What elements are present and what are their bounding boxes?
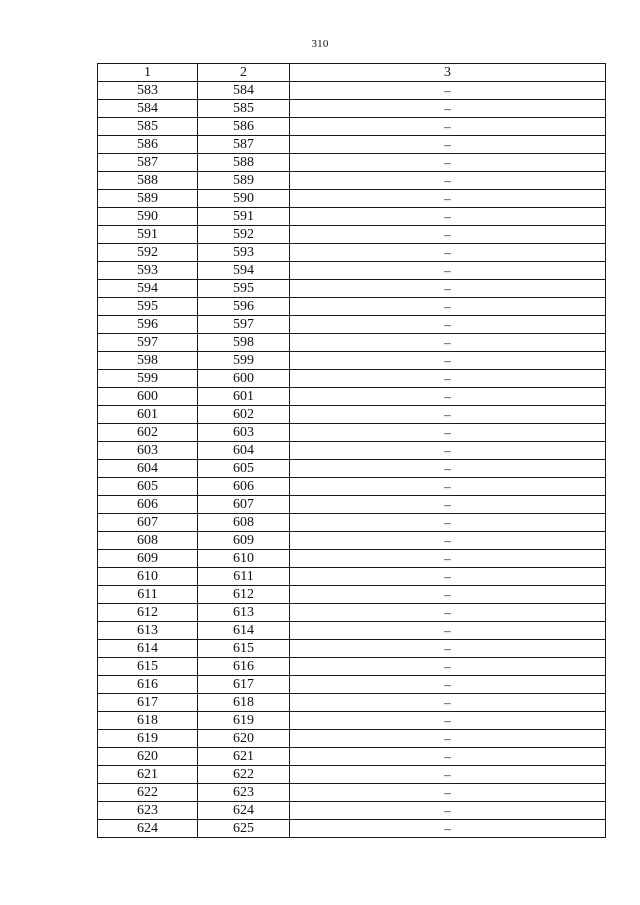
table-row [98, 784, 606, 802]
table-cell-col-3: – [290, 118, 606, 136]
table-cell-col-2: 596 [198, 298, 290, 316]
table-cell-col-3: – [290, 586, 606, 604]
table-cell-col-2: 589 [198, 172, 290, 190]
table-cell-col-1: 620 [98, 748, 198, 766]
table-row [98, 676, 606, 694]
table-row [98, 694, 606, 712]
table-cell-col-3: – [290, 514, 606, 532]
table-cell-col-2: 599 [198, 352, 290, 370]
data-table [97, 63, 606, 838]
table-row [98, 460, 606, 478]
table-row [98, 550, 606, 568]
table-cell-col-3: – [290, 730, 606, 748]
table-row [98, 604, 606, 622]
table-cell-col-3: – [290, 604, 606, 622]
table-cell-col-2: 607 [198, 496, 290, 514]
table-cell-col-1: 610 [98, 568, 198, 586]
table-cell-col-2: 593 [198, 244, 290, 262]
table-cell-col-2: 601 [198, 388, 290, 406]
table-row [98, 208, 606, 226]
table-cell-col-3: – [290, 532, 606, 550]
table-cell-col-2: 623 [198, 784, 290, 802]
table-row [98, 280, 606, 298]
table-cell-col-2: 615 [198, 640, 290, 658]
table-cell-col-3: – [290, 784, 606, 802]
table-cell-col-3: – [290, 154, 606, 172]
table-row [98, 334, 606, 352]
table-cell-col-1: 584 [98, 100, 198, 118]
table-cell-col-2: 598 [198, 334, 290, 352]
table-row [98, 82, 606, 100]
table-header-row [98, 64, 606, 82]
table-cell-col-2: 605 [198, 460, 290, 478]
table-cell-col-2: 621 [198, 748, 290, 766]
table-cell-col-3: – [290, 658, 606, 676]
table-cell-col-2: 600 [198, 370, 290, 388]
table-cell-col-2: 620 [198, 730, 290, 748]
table-cell-col-2: 597 [198, 316, 290, 334]
table-cell-col-3: – [290, 748, 606, 766]
table-row [98, 100, 606, 118]
table-cell-col-1: 607 [98, 514, 198, 532]
table-cell-col-1: 599 [98, 370, 198, 388]
table-cell-col-1: 622 [98, 784, 198, 802]
table-cell-col-1: 598 [98, 352, 198, 370]
table-cell-col-3: – [290, 226, 606, 244]
table-cell-col-1: 583 [98, 82, 198, 100]
table-row [98, 244, 606, 262]
table-row [98, 388, 606, 406]
table-row [98, 730, 606, 748]
table-cell-col-2: 588 [198, 154, 290, 172]
page-number: 310 [311, 38, 329, 50]
table-cell-col-2: 618 [198, 694, 290, 712]
table-cell-col-2: 616 [198, 658, 290, 676]
table-cell-col-2: 608 [198, 514, 290, 532]
table-cell-col-3: – [290, 478, 606, 496]
table-row [98, 568, 606, 586]
column-header-2: 2 [198, 64, 290, 82]
table-cell-col-2: 606 [198, 478, 290, 496]
table-row [98, 514, 606, 532]
table-cell-col-2: 611 [198, 568, 290, 586]
table-cell-col-3: – [290, 172, 606, 190]
table-cell-col-1: 609 [98, 550, 198, 568]
table-cell-col-2: 586 [198, 118, 290, 136]
table-cell-col-3: – [290, 100, 606, 118]
table-cell-col-3: – [290, 820, 606, 838]
table-cell-col-2: 587 [198, 136, 290, 154]
table-cell-col-1: 621 [98, 766, 198, 784]
table-cell-col-3: – [290, 298, 606, 316]
table-row [98, 352, 606, 370]
table-row [98, 226, 606, 244]
table-row [98, 370, 606, 388]
table-cell-col-2: 602 [198, 406, 290, 424]
table-cell-col-2: 610 [198, 550, 290, 568]
table-cell-col-3: – [290, 568, 606, 586]
table-cell-col-2: 625 [198, 820, 290, 838]
table-cell-col-1: 591 [98, 226, 198, 244]
table-cell-col-3: – [290, 244, 606, 262]
table-row [98, 640, 606, 658]
table-cell-col-3: – [290, 460, 606, 478]
table-cell-col-2: 624 [198, 802, 290, 820]
table-cell-col-2: 603 [198, 424, 290, 442]
table-cell-col-3: – [290, 406, 606, 424]
table-cell-col-2: 585 [198, 100, 290, 118]
table-cell-col-2: 604 [198, 442, 290, 460]
table-cell-col-1: 616 [98, 676, 198, 694]
table-cell-col-1: 614 [98, 640, 198, 658]
table-row [98, 424, 606, 442]
table-cell-col-1: 585 [98, 118, 198, 136]
table-cell-col-2: 595 [198, 280, 290, 298]
table-cell-col-3: – [290, 82, 606, 100]
table-cell-col-2: 592 [198, 226, 290, 244]
table-row [98, 496, 606, 514]
table-cell-col-2: 594 [198, 262, 290, 280]
table-cell-col-1: 623 [98, 802, 198, 820]
table-cell-col-1: 596 [98, 316, 198, 334]
table-cell-col-3: – [290, 712, 606, 730]
table-row [98, 712, 606, 730]
table-cell-col-1: 589 [98, 190, 198, 208]
table-cell-col-1: 595 [98, 298, 198, 316]
table-cell-col-1: 618 [98, 712, 198, 730]
table-cell-col-3: – [290, 496, 606, 514]
table-row [98, 298, 606, 316]
table-body [98, 82, 606, 838]
table-cell-col-1: 590 [98, 208, 198, 226]
table-row [98, 820, 606, 838]
table-row [98, 748, 606, 766]
table-cell-col-1: 587 [98, 154, 198, 172]
table-cell-col-1: 601 [98, 406, 198, 424]
table-cell-col-2: 622 [198, 766, 290, 784]
table-row [98, 586, 606, 604]
table-row [98, 190, 606, 208]
table-cell-col-1: 605 [98, 478, 198, 496]
table-row [98, 262, 606, 280]
table-cell-col-3: – [290, 262, 606, 280]
table-cell-col-1: 612 [98, 604, 198, 622]
table-cell-col-3: – [290, 208, 606, 226]
table-row [98, 406, 606, 424]
table-row [98, 136, 606, 154]
table-row [98, 802, 606, 820]
table-cell-col-1: 602 [98, 424, 198, 442]
table-cell-col-2: 590 [198, 190, 290, 208]
table-cell-col-3: – [290, 802, 606, 820]
table-cell-col-1: 597 [98, 334, 198, 352]
table-cell-col-3: – [290, 370, 606, 388]
table-row [98, 622, 606, 640]
table-cell-col-2: 613 [198, 604, 290, 622]
table-row [98, 658, 606, 676]
column-header-3: 3 [290, 64, 606, 82]
table-cell-col-1: 619 [98, 730, 198, 748]
table-cell-col-1: 617 [98, 694, 198, 712]
table-cell-col-3: – [290, 676, 606, 694]
table-cell-col-2: 609 [198, 532, 290, 550]
table-cell-col-3: – [290, 352, 606, 370]
table-cell-col-1: 588 [98, 172, 198, 190]
table-cell-col-2: 612 [198, 586, 290, 604]
table-cell-col-3: – [290, 694, 606, 712]
table-cell-col-2: 619 [198, 712, 290, 730]
table-cell-col-3: – [290, 388, 606, 406]
table-cell-col-3: – [290, 550, 606, 568]
table-cell-col-3: – [290, 442, 606, 460]
table-cell-col-1: 604 [98, 460, 198, 478]
table-cell-col-1: 608 [98, 532, 198, 550]
table-cell-col-1: 613 [98, 622, 198, 640]
table-cell-col-3: – [290, 316, 606, 334]
table-row [98, 118, 606, 136]
table-cell-col-3: – [290, 190, 606, 208]
table-cell-col-1: 606 [98, 496, 198, 514]
table-cell-col-3: – [290, 622, 606, 640]
table-cell-col-3: – [290, 766, 606, 784]
table-cell-col-3: – [290, 640, 606, 658]
table-cell-col-1: 600 [98, 388, 198, 406]
table-cell-col-3: – [290, 334, 606, 352]
table-cell-col-2: 617 [198, 676, 290, 694]
table-cell-col-3: – [290, 424, 606, 442]
table-row [98, 442, 606, 460]
table-cell-col-1: 611 [98, 586, 198, 604]
table-row [98, 532, 606, 550]
table-cell-col-2: 591 [198, 208, 290, 226]
table-cell-col-1: 592 [98, 244, 198, 262]
table-cell-col-1: 586 [98, 136, 198, 154]
table-row [98, 316, 606, 334]
table-cell-col-3: – [290, 280, 606, 298]
table-cell-col-3: – [290, 136, 606, 154]
table-row [98, 154, 606, 172]
table-cell-col-2: 614 [198, 622, 290, 640]
table-row [98, 766, 606, 784]
table-cell-col-1: 615 [98, 658, 198, 676]
table-cell-col-1: 593 [98, 262, 198, 280]
table-row [98, 478, 606, 496]
table-cell-col-1: 624 [98, 820, 198, 838]
table-row [98, 172, 606, 190]
table-cell-col-1: 594 [98, 280, 198, 298]
column-header-1: 1 [98, 64, 198, 82]
table-cell-col-1: 603 [98, 442, 198, 460]
table-cell-col-2: 584 [198, 82, 290, 100]
